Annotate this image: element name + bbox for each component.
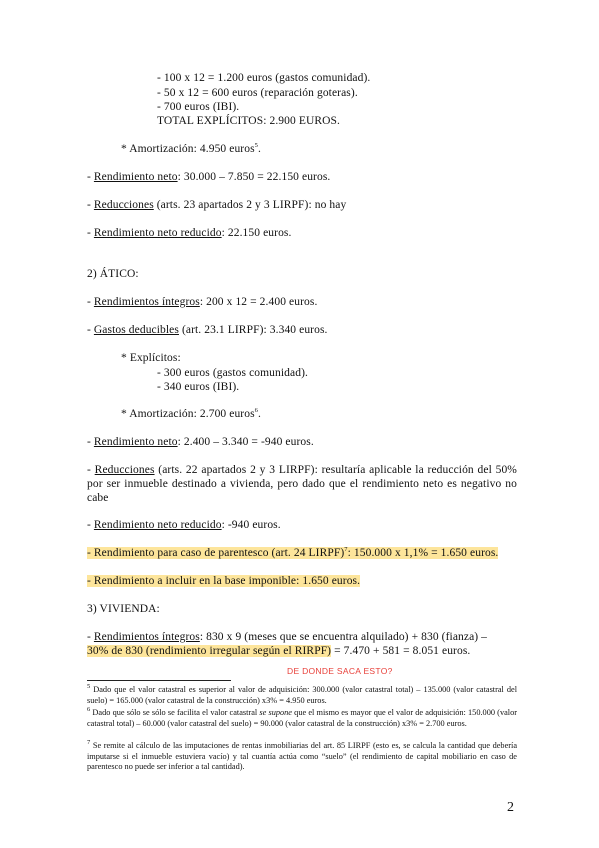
expense-line: - 100 x 12 = 1.200 euros (gastos comunidad). xyxy=(157,72,371,84)
expense-line: - 700 euros (IBI). xyxy=(157,101,240,113)
section-heading: 3) VIVIENDA: xyxy=(87,603,160,615)
amortizacion-line: * Amortización: 2.700 euros$^6$. xyxy=(121,407,261,420)
expense-line: - 300 euros (gastos comunidad). xyxy=(157,367,308,379)
footnote: $^5$ Dado que el valor catastral es superior al valor de adquisición: 300.000 (valor catastral total) – 135.000 (valor catastral del suelo) = 165.000 (valor catastral de la construcción) x3% = 4.950 euros. xyxy=(87,683,517,705)
reducciones-line: - Reducciones (arts. 23 apartados 2 y 3 LIRPF): no hay xyxy=(87,199,347,211)
amortizacion-line: * Amortización: 4.950 euros$^5$. xyxy=(121,142,261,155)
expense-line: - 50 x 12 = 600 euros (reparación goteras). xyxy=(157,87,358,99)
rendimiento-neto-reducido-line: - Rendimiento neto reducido: -940 euros. xyxy=(87,519,281,531)
page-number: 2 xyxy=(507,800,514,815)
expense-line: - 340 euros (IBI). xyxy=(157,381,240,393)
rendimientos-integros-line: - Rendimientos íntegros: 200 x 12 = 2.400 euros. xyxy=(87,296,318,308)
rendimiento-neto-reducido-line: - Rendimiento neto reducido: 22.150 euros. xyxy=(87,227,292,239)
footnote-ref: 7 xyxy=(344,546,348,554)
footnote: $^6$ Dado que sólo se sólo se facilita el valor catastral se supone que el mismo es mayor que el valor de adquisición: 150.000 (valor catastral total) – 60.000 (valor catastral del suelo) = 90.000 (valor catastral de la construcción) x3% = 2.700 euros. xyxy=(87,706,517,728)
gastos-deducibles-line: - Gastos deducibles (art. 23.1 LIRPF): 3.340 euros. xyxy=(87,324,328,336)
rendimiento-neto-line: - Rendimiento neto: 2.400 – 3.340 = -940 euros. xyxy=(87,436,314,448)
review-comment: DE DONDE SACA ESTO? xyxy=(287,666,393,676)
footnote-ref: 5 xyxy=(254,142,259,150)
rendimientos-integros-line-2: 30% de 830 (rendimiento irregular según el RIRPF) = 7.470 + 581 = 8.051 euros. xyxy=(87,645,471,657)
total-explicitos: TOTAL EXPLÍCITOS: 2.900 EUROS. xyxy=(157,115,340,127)
rendimiento-neto-line: - Rendimiento neto: 30.000 – 7.850 = 22.150 euros. xyxy=(87,171,331,183)
rendimientos-integros-line: - Rendimientos íntegros: 830 x 9 (meses que se encuentra alquilado) + 830 (fianza) – xyxy=(87,631,488,643)
footnote-ref: 6 xyxy=(254,407,259,415)
parentesco-line: - Rendimiento para caso de parentesco (art. 24 LIRPF)$^7$: 150.000 x 1,1% = 1.650 euros. xyxy=(87,546,499,559)
footnote-separator xyxy=(87,680,231,681)
base-imponible-line: - Rendimiento a incluir en la base imponible: 1.650 euros. xyxy=(87,575,361,587)
footnote: $^7$ Se remite al cálculo de las imputaciones de rentas inmobiliarias del art. 85 LIRPF (esto es, se calcula la cantidad que debería imputarse si el inmueble estuviera vacío) y tal cuantía actúa como “suelo” (el rendimiento de capital mobiliario en caso de parentesco no puede ser inferior a tal cantidad). xyxy=(87,739,517,772)
reducciones-paragraph: - Reducciones (arts. 22 apartados 2 y 3 LIRPF): resultaría aplicable la reducción del 50% por ser inmueble destinado a vivienda, pero dado que el rendimiento neto es negativo no cabe xyxy=(87,464,517,504)
section-heading: 2) ÁTICO: xyxy=(87,268,139,280)
explicitos-heading: * Explícitos: xyxy=(121,352,181,364)
